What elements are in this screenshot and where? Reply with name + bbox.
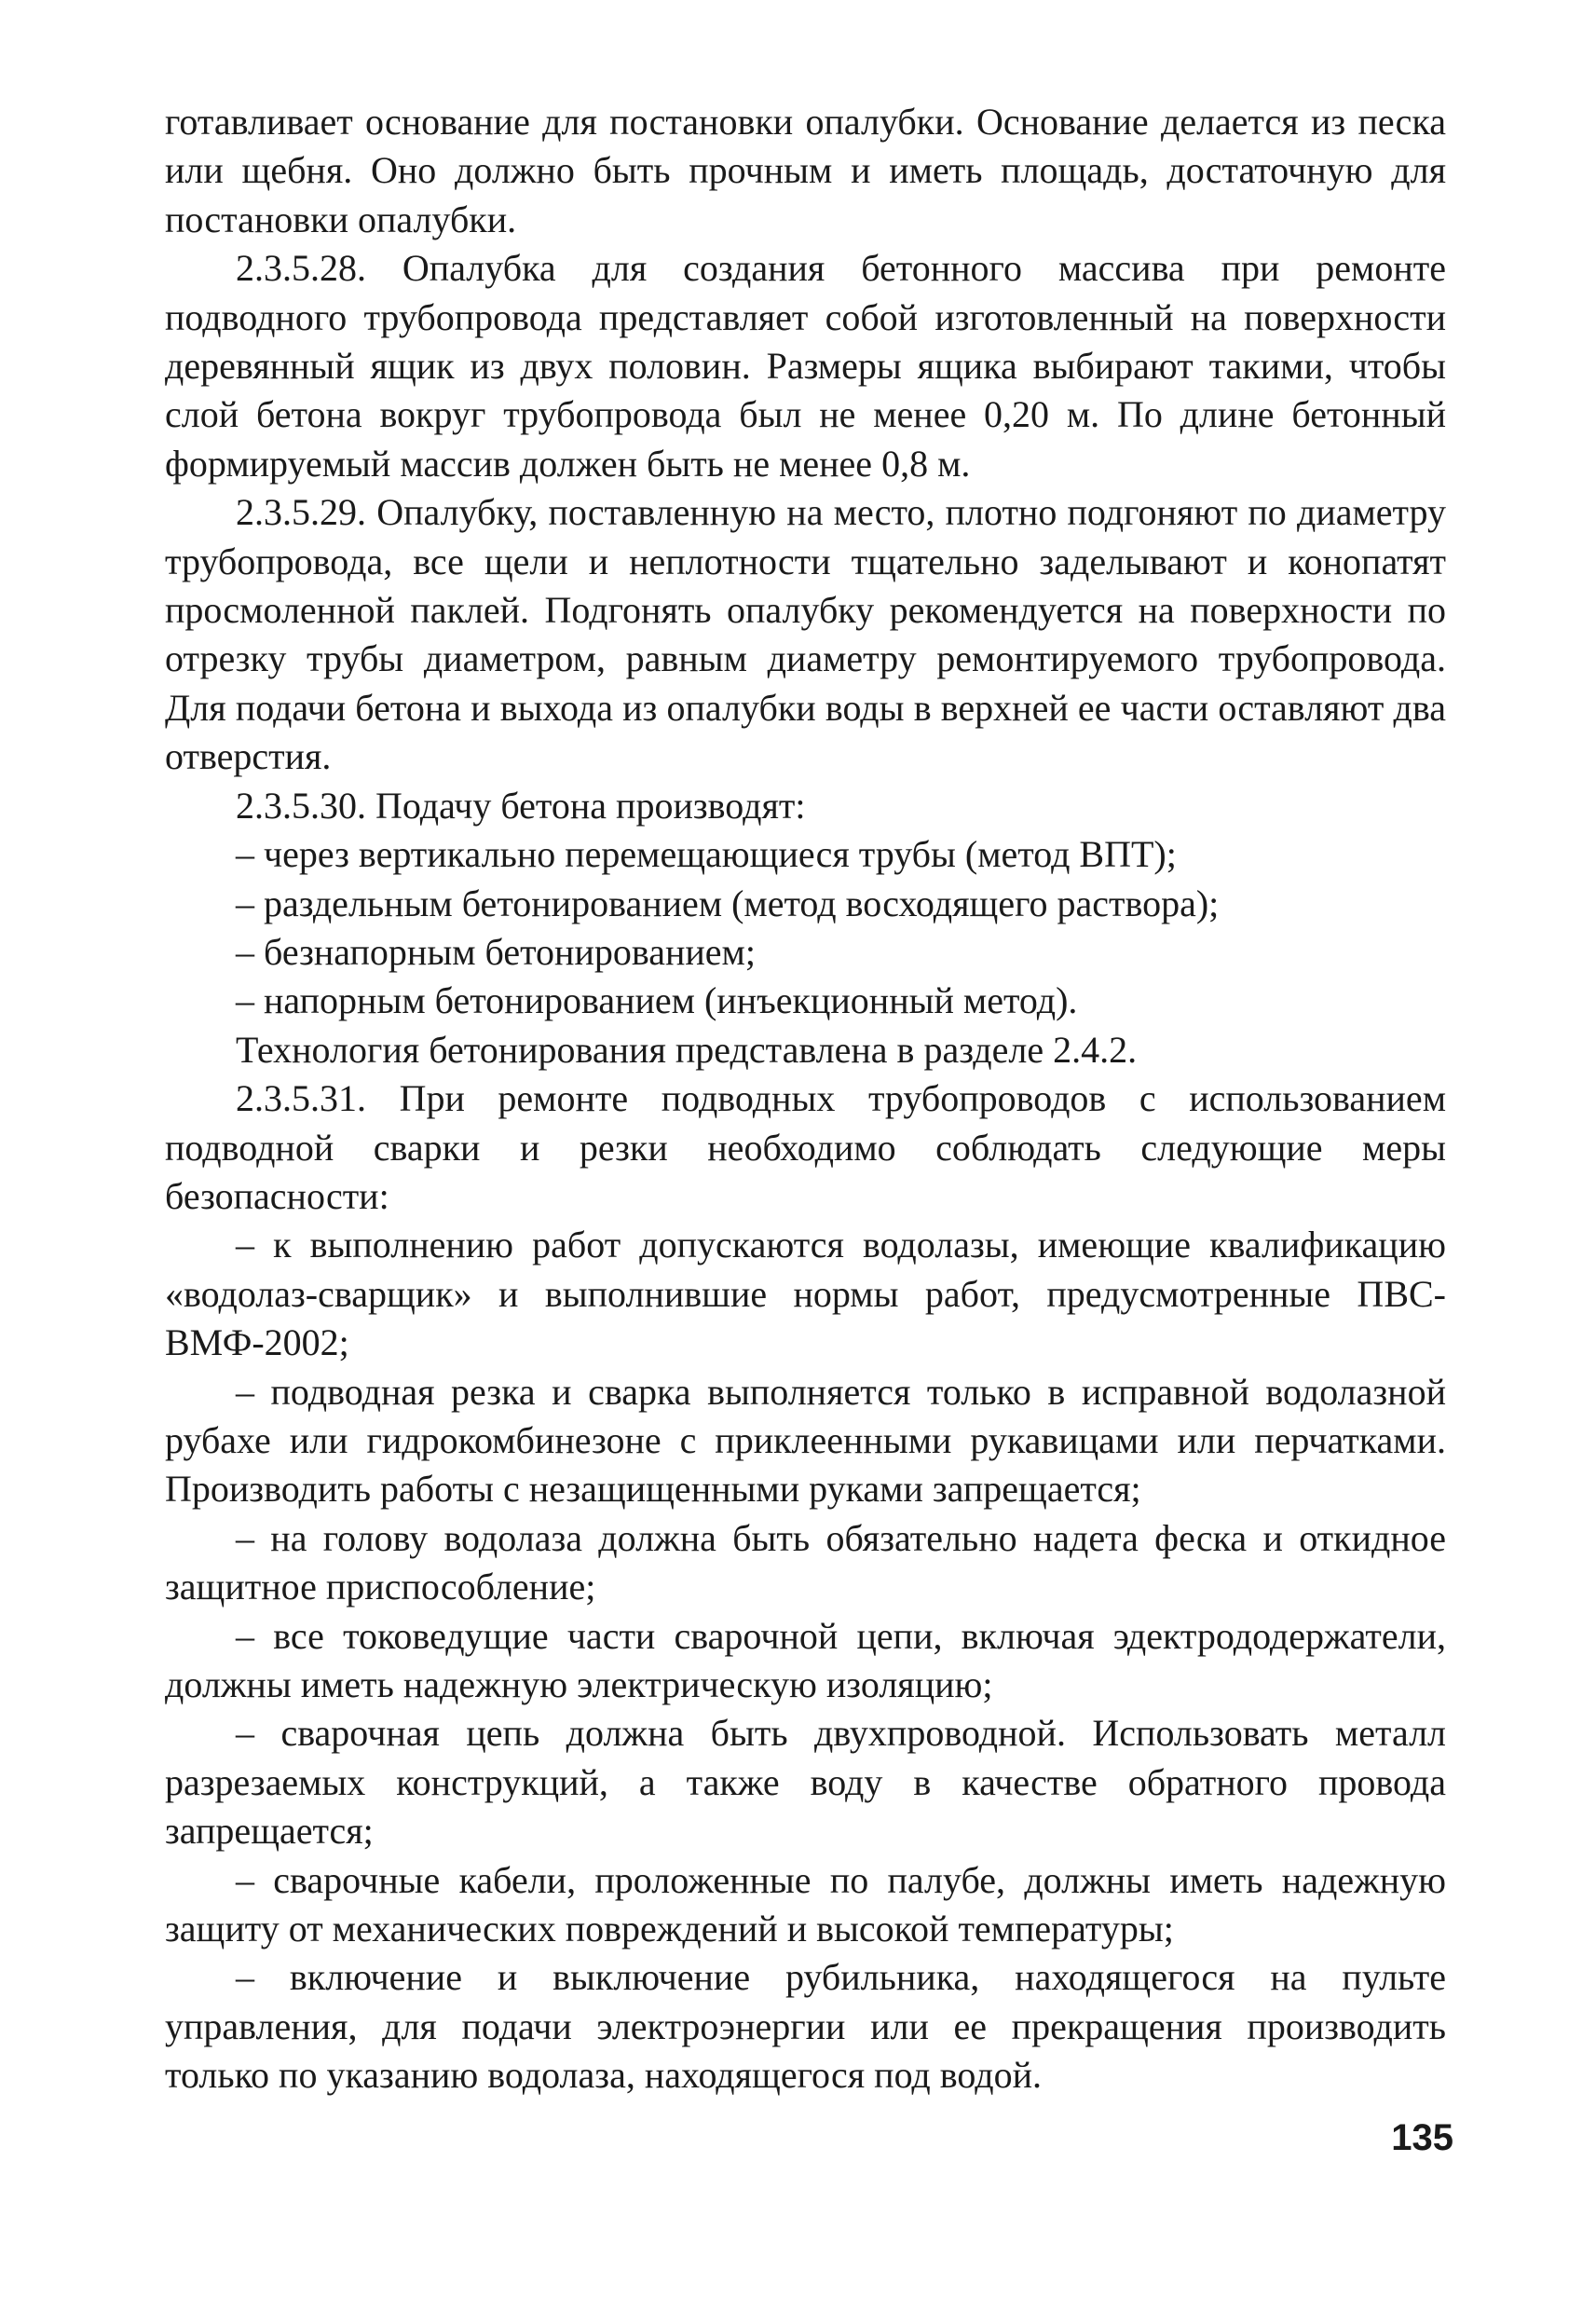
list-item-safety-5: – сварочная цепь должна быть двухпроводной. Использовать металл разрезаемых конструкций, а также воду в качестве обратного провода запрещается; xyxy=(165,1712,1446,1853)
list-item-safety-7: – включение и выключение рубильника, находящегося на пульте управления, для подачи электроэнергии или ее прекращения производить только по указанию водолаза, находящегося под водой. xyxy=(165,1956,1446,2097)
paragraph-continuation: готавливает основание для постановки опалубки. Основание делается из песка или щебня. Оно должно быть прочным и иметь площадь, достаточную для постановки опалубки. xyxy=(165,101,1446,240)
page-number: 135 xyxy=(1391,2117,1453,2158)
list-item-safety-1: – к выполнению работ допускаются водолазы, имеющие квалификацию «водолаз-сварщик» и выполнившие нормы работ, предусмотренные ПВС-ВМФ-2002; xyxy=(165,1224,1446,1364)
paragraph-technology-ref: Технология бетонирования представлена в разделе 2.4.2. xyxy=(236,1028,1138,1071)
paragraph-2-3-5-28: 2.3.5.28. Опалубка для создания бетонного массива при ремонте подводного трубопровода представляет собой изготовленный на поверхности деревянный ящик из двух половин. Размеры ящика выбирают такими, чтобы слой бетона вокруг трубопровода был не менее 0,20 м. По длине бетонный формируемый массив должен быть не менее 0,8 м. xyxy=(165,247,1446,485)
body-text xyxy=(165,98,1446,2100)
paragraph-2-3-5-29: 2.3.5.29. Опалубку, поставленную на место, плотно подгоняют по диаметру трубопровода, все щели и неплотности тщательно заделывают и конопатят просмоленной паклей. Подгонять опалубку рекомендуется на поверхности по отрезку трубы диаметром, равным диаметру ремонтируемого трубопровода. Для подачи бетона и выхода из опалубки воды в верхней ее части оставляют два отверстия. xyxy=(165,491,1446,778)
list-item-safety-6: – сварочные кабели, проложенные по палубе, должны иметь надежную защиту от механических повреждений и высокой температуры; xyxy=(165,1858,1446,1950)
list-item-safety-4: – все токоведущие части сварочной цепи, включая эдектрододержатели, должны иметь надежную электрическую изоляцию; xyxy=(165,1614,1446,1705)
list-item-nonpressure: – безнапорным бетонированием; xyxy=(236,930,756,973)
list-item-safety-3: – на голову водолаза должна быть обязательно надета феска и откидное защитное приспособление; xyxy=(165,1516,1446,1608)
list-item-safety-2: – подводная резка и сварка выполняется только в исправной водолазной рубахе или гидрокомбинезоне с приклеенными рукавицами или перчатками. Производить работы с незащищенными руками запрещается; xyxy=(165,1370,1446,1511)
list-item-separate: – раздельным бетонированием (метод восходящего раствора); xyxy=(236,882,1220,924)
paragraph-2-3-5-30: 2.3.5.30. Подачу бетона производят: xyxy=(236,784,806,827)
list-item-pressure: – напорным бетонированием (инъекционный метод). xyxy=(236,979,1078,1022)
list-item-vpt: – через вертикально перемещающиеся трубы (метод ВПТ); xyxy=(236,833,1177,876)
paragraph-2-3-5-31: 2.3.5.31. При ремонте подводных трубопроводов с использованием подводной сварки и резки необходимо соблюдать следующие меры безопасности: xyxy=(165,1077,1446,1217)
